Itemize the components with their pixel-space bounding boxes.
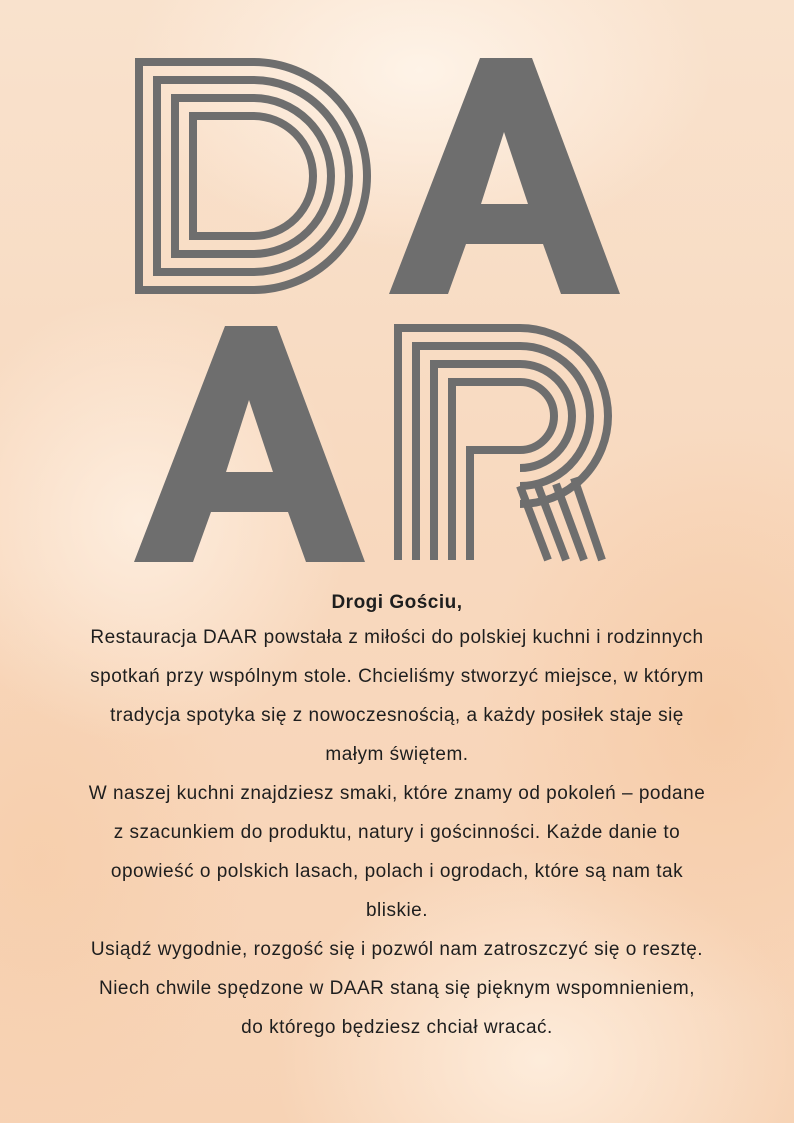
letter-line: Restauracja DAAR powstała z miłości do polskiej kuchni i rodzinnych bbox=[90, 627, 704, 648]
letter-line: Usiądź wygodnie, rozgość się i pozwól nam zatroszczyć się o resztę. bbox=[90, 939, 704, 960]
logo-letter-d bbox=[139, 62, 367, 290]
welcome-letter bbox=[20, 588, 774, 1047]
letter-line: małym świętem. bbox=[325, 744, 469, 765]
letter-line: z szacunkiem do produktu, natury i gościnności. Każde danie to bbox=[113, 822, 681, 843]
letter-line: W naszej kuchni znajdziesz smaki, które znamy od pokoleń – podane bbox=[88, 783, 706, 804]
logo-letter-a-top bbox=[389, 58, 620, 294]
letter-line: spotkań przy wspólnym stole. Chcieliśmy stworzyć miejsce, w którym bbox=[90, 666, 704, 687]
letter-line: bliskie. bbox=[365, 900, 429, 921]
logo-letter-r bbox=[398, 328, 608, 560]
letter-line: Niech chwile spędzone w DAAR staną się pięknym wspomnieniem, bbox=[98, 978, 696, 999]
letter-greeting: Drogi Gościu, bbox=[331, 592, 463, 613]
letter-line: do którego będziesz chciał wracać. bbox=[241, 1017, 553, 1038]
letter-line: tradycja spotyka się z nowoczesnością, a każdy posiłek staje się bbox=[110, 705, 684, 726]
letter-line: opowieść o polskich lasach, polach i ogrodach, które są nam tak bbox=[110, 861, 684, 882]
logo-letter-a-bottom bbox=[134, 326, 365, 562]
